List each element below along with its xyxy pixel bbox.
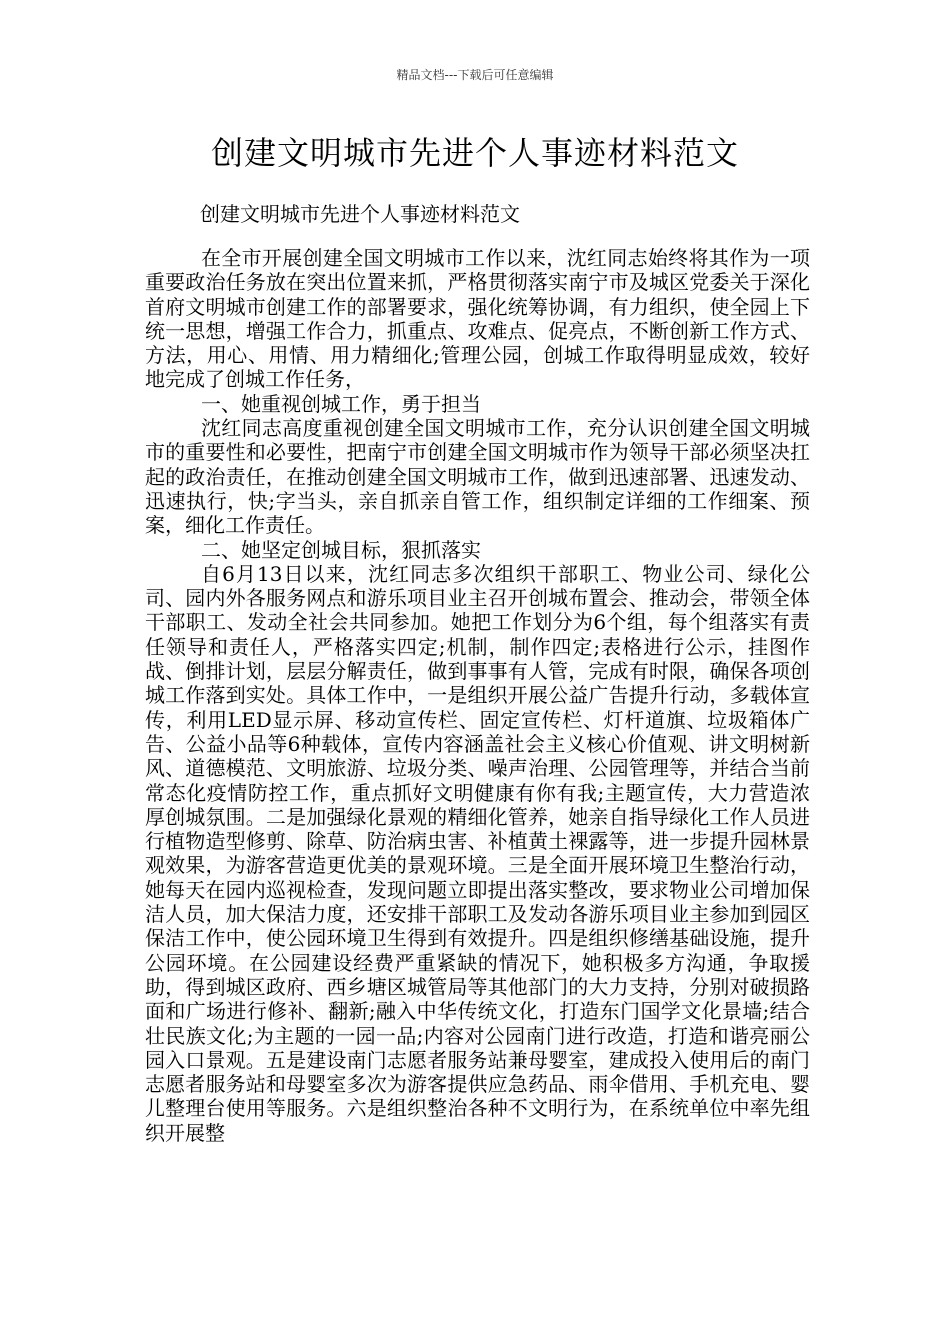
section-heading-1: 一、她重视创城工作，勇于担当 bbox=[201, 391, 481, 416]
paragraph-intro: 在全市开展创建全国文明城市工作以来，沈红同志始终将其作为一项重要政治任务放在突出位置来抓，严格贯彻落实南宁市及城区党委关于深化首府文明城市创建工作的部署要求，强化统筹协调，有力组织，使全园上下统一思想，增强工作合力，抓重点、攻难点、促亮点，不断创新工作方式、方法，用心、用情、用力精细化;管理公园，创城工作取得明显成效，较好地完成了创城工作任务， bbox=[145, 246, 810, 392]
paragraph-section-2: 自6月13日以来，沈红同志多次组织干部职工、物业公司、绿化公司、园内外各服务网点和游乐项目业主召开创城布置会、推动会，带领全体干部职工、发动全社会共同参加。她把工作划分为6个组，每个组落实有责任领导和责任人，严格落实四定;机制，制作四定;表格进行公示，挂图作战、倒排计划，层层分解责任，做到事事有人管，完成有时限，确保各项创城工作落到实处。具体工作中，一是组织开展公益广告提升行动，多载体宣传，利用LED显示屏、移动宣传栏、固定宣传栏、灯杆道旗、垃圾箱体广告、公益小品等6种载体，宣传内容涵盖社会主义核心价值观、讲文明树新风、道德模范、文明旅游、垃圾分类、噪声治理、公园管理等，并结合当前常态化疫情防控工作，重点抓好文明健康有你有我;主题宣传，大力营造浓厚创城氛围。二是加强绿化景观的精细化管养，她亲自指导绿化工作人员进行植物造型修剪、除草、防治病虫害、补植黄土裸露等，进一步提升园林景观效果，为游客营造更优美的景观环境。三是全面开展环境卫生整治行动，她每天在园内巡视检查，发现问题立即提出落实整改，要求物业公司增加保洁人员，加大保洁力度，还安排干部职工及发动各游乐项目业主参加到园区保洁工作中，使公园环境卫生得到有效提升。四是组织修缮基础设施，提升公园环境。在公园建设经费严重紧缺的情况下，她积极多方沟通，争取援助，得到城区政府、西乡塘区城管局等其他部门的大力支持，分别对破损路面和广场进行修补、翻新;融入中华传统文化，打造东门国学文化景墙;结合壮民族文化;为主题的一园一品;内容对公园南门进行改造，打造和谐亮丽公园入口景观。五是建设南门志愿者服务站兼母婴室，建成投入使用后的南门志愿者服务站和母婴室多次为游客提供应急药品、雨伞借用、手机充电、婴儿整理台使用等服务。六是组织整治各种不文明行为，在系统单位中率先组织开展整 bbox=[145, 561, 810, 1145]
section-heading-2: 二、她坚定创城目标，狠抓落实 bbox=[201, 537, 481, 562]
header-note: 精品文档---下载后可任意编辑 bbox=[396, 68, 554, 82]
document-body bbox=[145, 246, 810, 1145]
document-title: 创建文明城市先进个人事迹材料范文 bbox=[210, 134, 739, 172]
paragraph-section-1: 沈红同志高度重视创建全国文明城市工作，充分认识创建全国文明城市的重要性和必要性，把南宁市创建全国文明城市作为领导干部必须坚决扛起的政治责任，在推动创建全国文明城市工作，做到迅速部署、迅速发动、迅速执行，快;字当头，亲自抓亲自管工作，组织制定详细的工作细案、预案，细化工作责任。 bbox=[145, 416, 810, 538]
document-subtitle: 创建文明城市先进个人事迹材料范文 bbox=[200, 202, 520, 226]
